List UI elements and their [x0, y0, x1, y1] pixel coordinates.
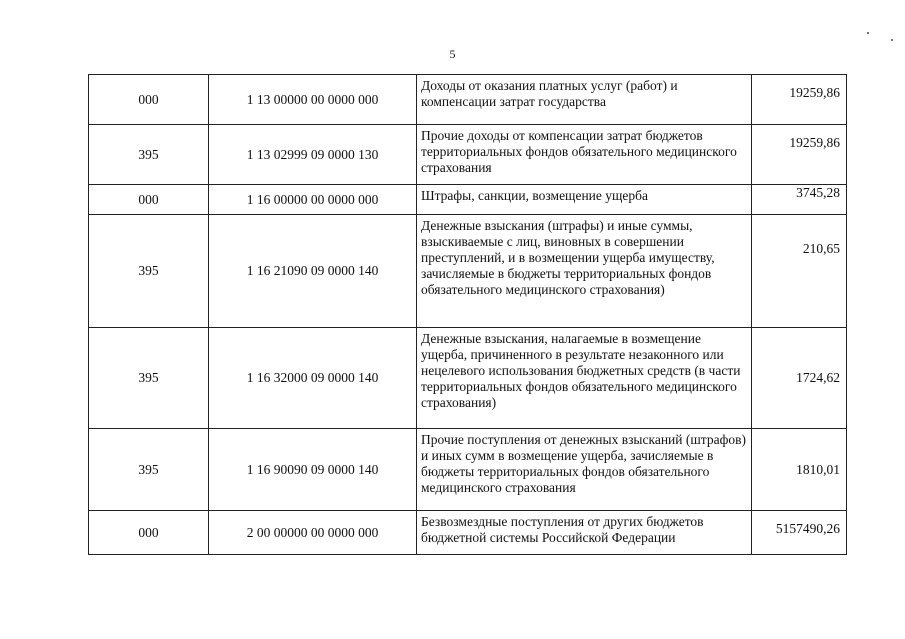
income-name-cell: Штрафы, санкции, возмещение ущерба — [417, 185, 752, 215]
budget-code-cell: 1 16 21090 09 0000 140 — [209, 215, 417, 328]
amount-cell: 3745,28 — [752, 185, 847, 215]
budget-code-cell: 1 16 32000 09 0000 140 — [209, 328, 417, 429]
admin-code-cell: 395 — [89, 125, 209, 185]
income-name-cell: Денежные взыскания, налагаемые в возмещение ущерба, причиненного в результате незаконного или нецелевого использования бюджетных средств (в части территориальных фондов обязательного медицинского страхования) — [417, 328, 752, 429]
admin-code-cell: 395 — [89, 429, 209, 511]
income-name-cell: Прочие поступления от денежных взысканий (штрафов) и иных сумм в возмещение ущерба, зачисляемые в бюджеты территориальных фондов обязательного медицинского страхования — [417, 429, 752, 511]
scan-speck — [867, 32, 869, 34]
admin-code-cell: 395 — [89, 215, 209, 328]
table-row — [89, 215, 847, 328]
income-name-cell: Безвозмездные поступления от других бюджетов бюджетной системы Российской Федерации — [417, 511, 752, 555]
table-row — [89, 185, 847, 215]
income-name-cell: Прочие доходы от компенсации затрат бюджетов территориальных фондов обязательного медицинского страхования — [417, 125, 752, 185]
table-row — [89, 75, 847, 125]
table-row — [89, 429, 847, 511]
budget-code-cell: 1 13 02999 09 0000 130 — [209, 125, 417, 185]
admin-code-cell: 000 — [89, 185, 209, 215]
budget-revenue-table — [88, 74, 847, 555]
amount-cell: 19259,86 — [752, 125, 847, 185]
page-number: 5 — [449, 47, 456, 61]
amount-cell: 210,65 — [752, 215, 847, 328]
table-row — [89, 125, 847, 185]
income-name-cell: Доходы от оказания платных услуг (работ) и компенсации затрат государства — [417, 75, 752, 125]
amount-cell: 1810,01 — [752, 429, 847, 511]
amount-cell: 1724,62 — [752, 328, 847, 429]
admin-code-cell: 395 — [89, 328, 209, 429]
amount-cell: 19259,86 — [752, 75, 847, 125]
admin-code-cell: 000 — [89, 511, 209, 555]
budget-code-cell: 1 13 00000 00 0000 000 — [209, 75, 417, 125]
budget-code-cell: 1 16 90090 09 0000 140 — [209, 429, 417, 511]
amount-cell: 5157490,26 — [752, 511, 847, 555]
admin-code-cell: 000 — [89, 75, 209, 125]
table-row — [89, 511, 847, 555]
table-row — [89, 328, 847, 429]
scan-speck — [891, 39, 893, 41]
budget-code-cell: 2 00 00000 00 0000 000 — [209, 511, 417, 555]
income-name-cell: Денежные взыскания (штрафы) и иные суммы, взыскиваемые с лиц, виновных в совершении преступлений, и в возмещении ущерба имуществу, зачисляемые в бюджеты территориальных фондов обязательного медицинского страхования) — [417, 215, 752, 328]
budget-code-cell: 1 16 00000 00 0000 000 — [209, 185, 417, 215]
